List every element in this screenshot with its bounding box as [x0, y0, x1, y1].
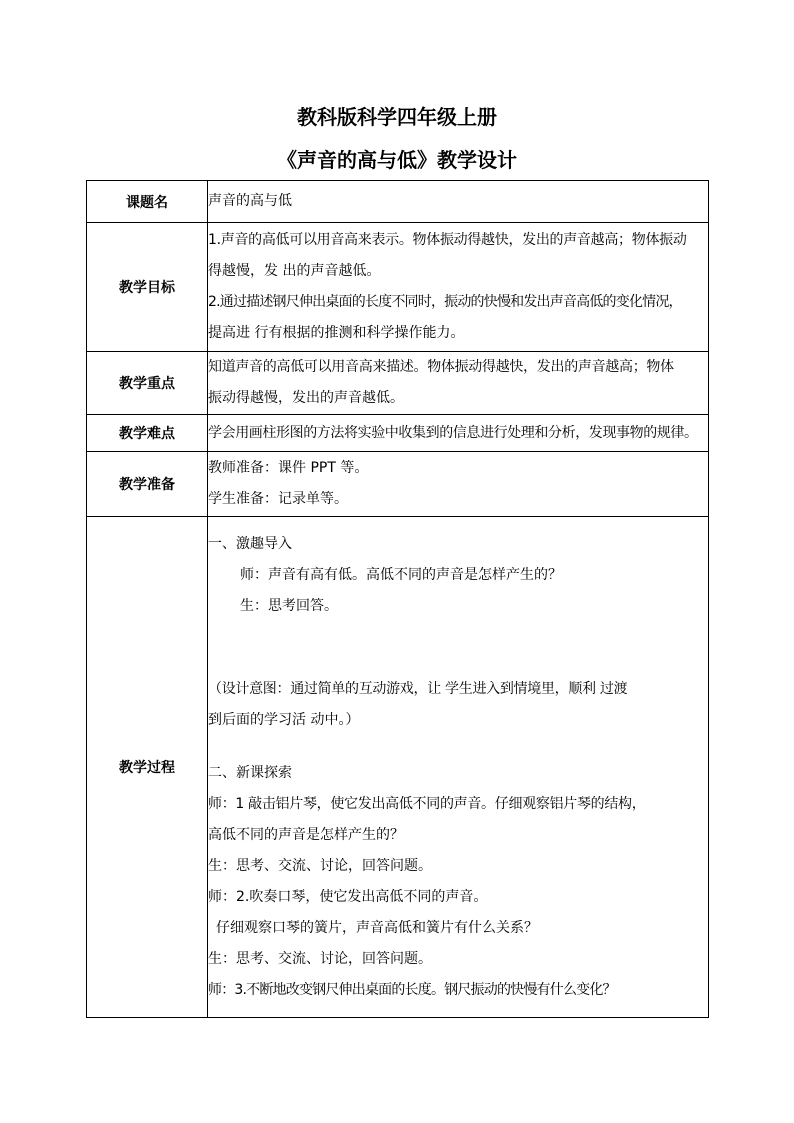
goals-label: 教学目标 — [87, 223, 208, 352]
document-title: 教科版科学四年级上册 — [297, 105, 497, 129]
goals-content — [208, 223, 709, 352]
process-line: 师：1 敲击铝片琴，使它发出高低不同的声音。仔细观察铝片琴的结构， — [208, 795, 646, 812]
section-heading: 二、新课探索 — [208, 764, 292, 781]
focus-label: 教学重点 — [87, 352, 208, 415]
preparation-content — [208, 452, 709, 517]
process-line: 生：思考、交流、讨论，回答问题。 — [208, 950, 432, 967]
spacer — [208, 622, 708, 674]
process-line: 师：3.不断地改变钢尺伸出桌面的长度。钢尺振动的快慢有什么变化？ — [208, 981, 616, 998]
goals-line: 提高进 行有根据的推测和科学操作能力。 — [208, 325, 465, 341]
topic-value: 声音的高与低 — [208, 181, 709, 223]
preparation-line: 教师准备：课件 PPT 等。 — [208, 460, 369, 476]
document-subtitle: 《声音的高与低》教学设计 — [277, 148, 517, 172]
design-intent-line: 到后面的学习活 动中。） — [208, 711, 360, 728]
process-line: 师：声音有高有低。高低不同的声音是怎样产生的？ — [240, 566, 562, 583]
process-line: 仔细观察口琴的簧片，声音高低和簧片有什么关系？ — [216, 919, 538, 936]
design-intent-line: （设计意图：通过简单的互动游戏，让 学生进入到情境里，顺利 过渡 — [208, 680, 628, 697]
goals-line: 得越慢，发 出的声音越低。 — [208, 263, 381, 279]
process-line: 生：思考、交流、讨论，回答问题。 — [208, 857, 432, 874]
section-heading: 一、激趣导入 — [208, 535, 292, 552]
difficulty-value: 学会用画柱形图的方法将实验中收集到的信息进行处理和分析，发现事物的规律。 — [208, 415, 709, 452]
focus-line: 振动得越慢，发出的声音越低。 — [208, 390, 404, 406]
table-row-preparation — [87, 452, 709, 517]
process-line: 高低不同的声音是怎样产生的？ — [208, 826, 404, 843]
focus-content — [208, 352, 709, 415]
spacer — [208, 736, 708, 758]
table-row-goals — [87, 223, 709, 352]
process-content — [208, 517, 709, 1018]
preparation-line: 学生准备：记录单等。 — [208, 491, 348, 507]
difficulty-label: 教学难点 — [87, 415, 208, 452]
goals-line: 2.通过描述钢尺伸出桌面的长度不同时，振动的快慢和发出声音高低的变化情况， — [208, 294, 682, 310]
topic-label: 课题名 — [87, 181, 208, 223]
process-line: 生：思考回答。 — [240, 597, 338, 614]
table-row-difficulty — [87, 415, 709, 452]
table-row-focus — [87, 352, 709, 415]
process-label: 教学过程 — [87, 517, 208, 1018]
focus-line: 知道声音的高低可以用音高来描述。物体振动得越快，发出的声音越高；物体 — [208, 359, 674, 375]
table-row-topic — [87, 181, 709, 223]
process-line: 师：2.吹奏口琴，使它发出高低不同的声音。 — [208, 888, 488, 905]
table-row-process — [87, 517, 709, 1018]
preparation-label: 教学准备 — [87, 452, 208, 517]
goals-line: 1.声音的高低可以用音高来表示。物体振动得越快，发出的声音越高；物体振动 — [208, 232, 687, 248]
lesson-plan-table — [86, 180, 709, 1018]
